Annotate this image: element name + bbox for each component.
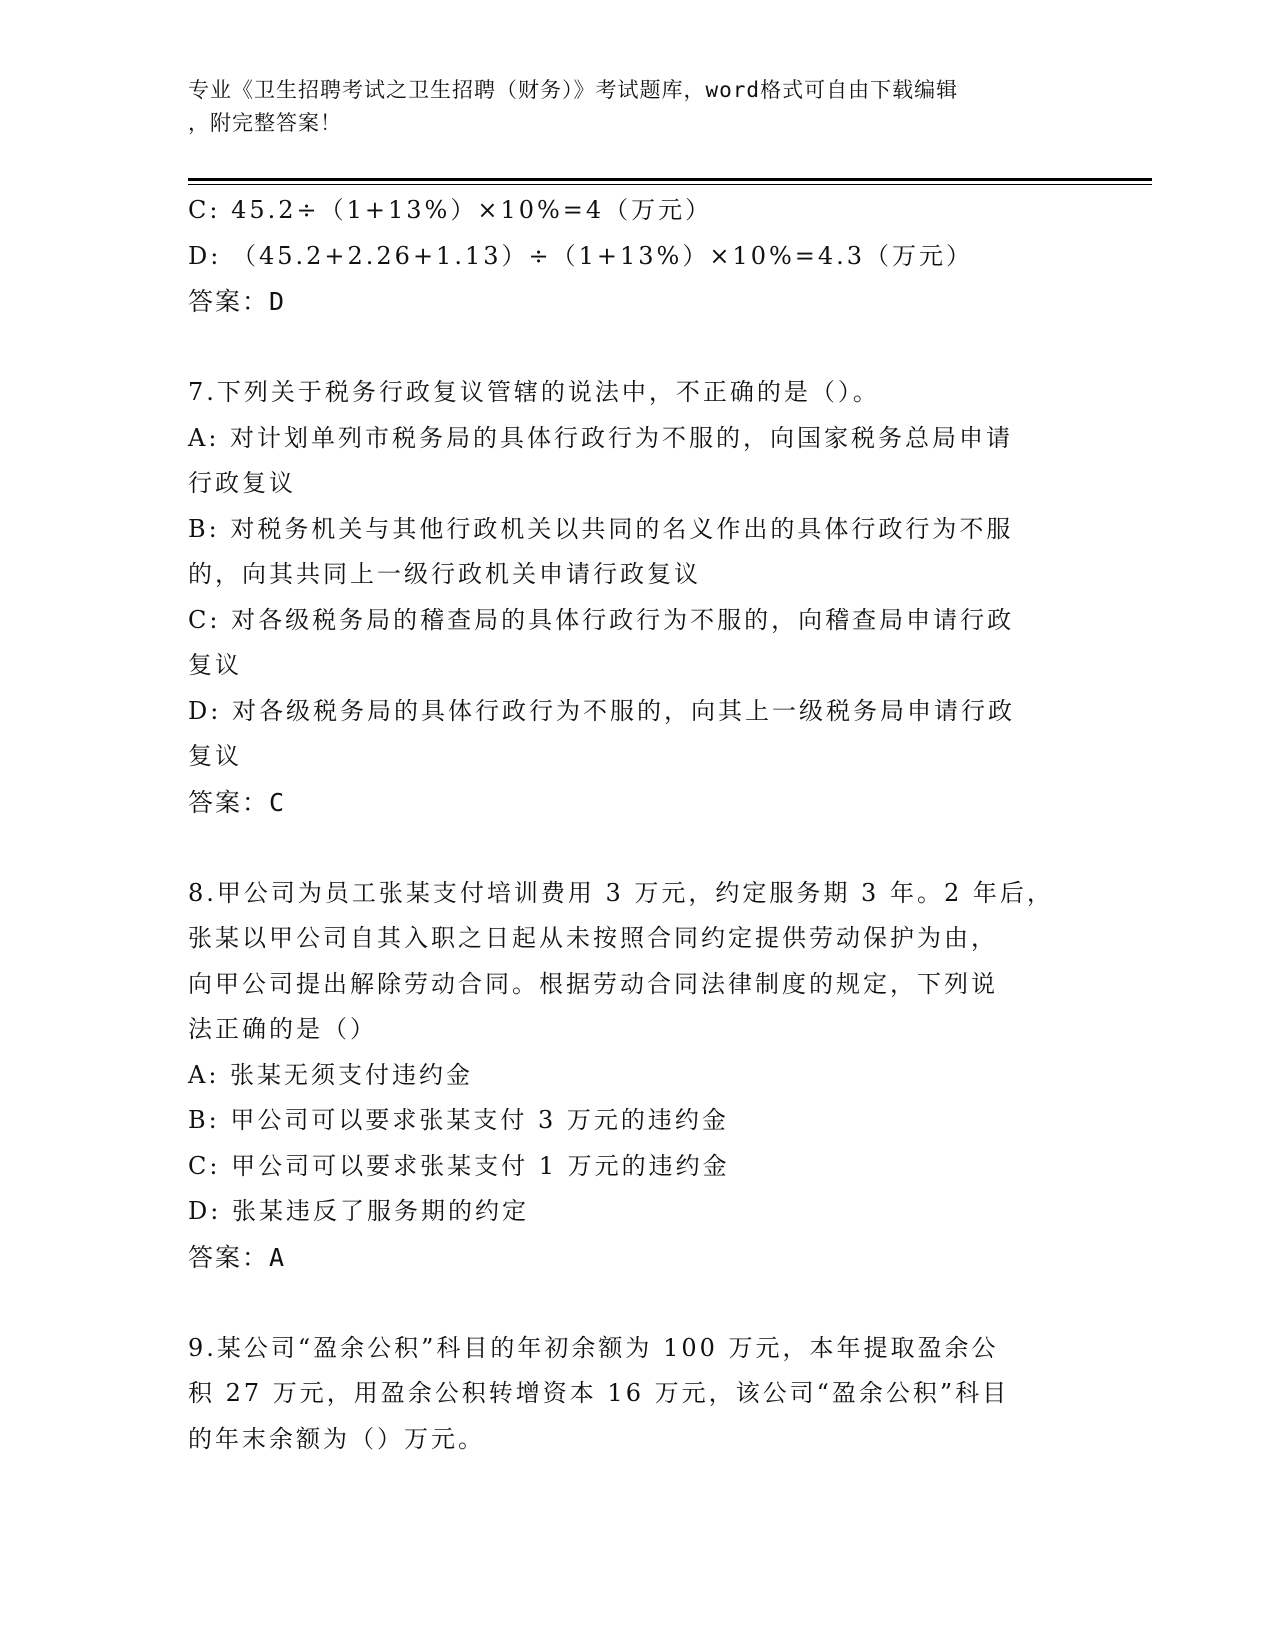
q8-answer: 答案：A — [188, 1242, 287, 1272]
q8-stem-1: 8.甲公司为员工张某支付培训费用 3 万元，约定服务期 3 年。2 年后， — [188, 878, 1054, 907]
q9-stem-1: 9.某公司“盈余公积”科目的年初余额为 100 万元，本年提取盈余公 — [188, 1333, 999, 1362]
q8-stem-3: 向甲公司提出解除劳动合同。根据劳动合同法律制度的规定，下列说 — [188, 969, 998, 998]
q8-option-d: D: 张某违反了服务期的约定 — [188, 1197, 529, 1225]
q8-option-b: B: 甲公司可以要求张某支付 3 万元的违约金 — [188, 1106, 729, 1134]
header-rule-thick — [188, 178, 1152, 181]
q8-stem-2: 张某以甲公司自其入职之日起从未按照合同约定提供劳动保护为由， — [188, 924, 998, 952]
q8-option-c: C: 甲公司可以要求张某支付 1 万元的违约金 — [188, 1151, 730, 1180]
header-rule-thin — [188, 184, 1152, 185]
q8-option-a: A: 张某无须支付违约金 — [188, 1060, 474, 1089]
q7-option-a: A: 对计划单列市税务局的具体行政行为不服的，向国家税务总局申请 — [188, 423, 1014, 452]
header-line-1: 专业《卫生招聘考试之卫生招聘（财务）》考试题库，word格式可自由下载编辑 — [188, 78, 959, 102]
spacer — [188, 1280, 1088, 1326]
q7-option-a-cont: 行政复议 — [188, 469, 296, 497]
q6-option-c: C: 45.2÷（1+13%）×10%=4（万元） — [188, 196, 713, 224]
q7-answer: 答案：C — [188, 787, 287, 817]
document-header — [188, 74, 1088, 140]
q7-option-d-cont: 复议 — [188, 742, 242, 770]
q7-option-b-cont: 的，向其共同上一级行政机关申请行政复议 — [188, 560, 701, 588]
header-line-2: ，附完整答案！ — [188, 111, 342, 135]
q9-stem-2: 积 27 万元，用盈余公积转增资本 16 万元，该公司“盈余公积”科目 — [188, 1379, 1010, 1407]
spacer — [188, 325, 1088, 371]
q7-option-d: D: 对各级税务局的具体行政行为不服的，向其上一级税务局申请行政 — [188, 696, 1015, 725]
q8-stem-4: 法正确的是（） — [188, 1015, 377, 1043]
q7-option-c: C: 对各级税务局的稽查局的具体行政行为不服的，向稽查局申请行政 — [188, 605, 1015, 634]
spacer — [188, 825, 1088, 871]
q6-option-d: D: （45.2+2.26+1.13）÷（1+13%）×10%=4.3（万元） — [188, 241, 974, 270]
q7-option-c-cont: 复议 — [188, 651, 242, 679]
q6-answer: 答案：D — [188, 287, 287, 316]
q7-option-b: B: 对税务机关与其他行政机关以共同的名义作出的具体行政行为不服 — [188, 514, 1014, 543]
q7-stem: 7.下列关于税务行政复议管辖的说法中，不正确的是（）。 — [188, 378, 880, 406]
q9-stem-3: 的年末余额为（）万元。 — [188, 1424, 485, 1453]
question-content — [188, 188, 1088, 1462]
